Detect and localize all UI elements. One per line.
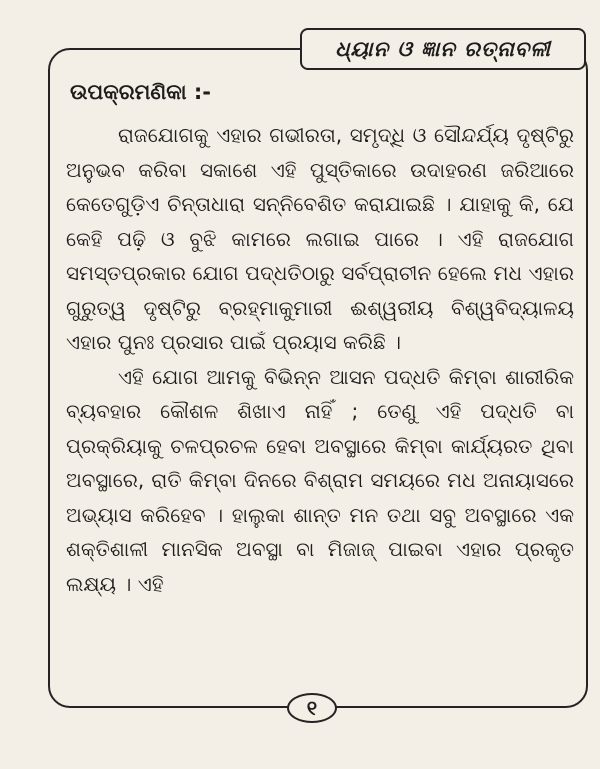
body-text: [66, 118, 574, 601]
page-number: ୧: [306, 696, 318, 720]
paragraph-1: ରାଜଯୋଗକୁ ଏହାର ଗଭୀରତା, ସମୃଦ୍ଧି ଓ ସୌନ୍ଦର୍ଯ୍ୟ ଦୃଷ୍ଟିରୁ ଅନୁଭବ କରିବା ସକାଶେ ଏହି ପୁସ୍ତିକାରେ ଉଦାହରଣ ଜରିଆରେ କେତେଗୁଡ଼ିଏ ଚିନ୍ତାଧାରା ସନ୍ନିବେଶିତ କରାଯାଇଛି । ଯାହାକୁ କି, ଯେ କେହି ପଢ଼ି ଓ ବୁଝି କାମରେ ଲଗାଇ ପାରେ । ଏହି ରାଜଯୋଗ ସମସ୍ତପ୍ରକାର ଯୋଗ ପଦ୍ଧତିଠାରୁ ସର୍ବପ୍ରାଚୀନ ହେଲେ ମଧ ଏହାର ଗୁରୁତ୍ୱ ଦୃଷ୍ଟିରୁ ବ୍ରହ୍ମାକୁମାରୀ ଈଶ୍ୱରୀୟ ବିଶ୍ୱବିଦ୍ୟାଳୟ ଏହାର ପୁନଃ ପ୍ରସାର ପାଇଁ ପ୍ରୟାସ କରିଛି ।: [66, 123, 574, 354]
book-title-banner: [300, 28, 586, 70]
section-heading: ଉପକ୍ରମଣିକା :-: [70, 80, 211, 104]
paragraph-2: ଏହି ଯୋଗ ଆମକୁ ବିଭିନ୍ନ ଆସନ ପଦ୍ଧତି କିମ୍ବା ଶାରୀରିକ ବ୍ୟବହାର କୌଶଳ ଶିଖାଏ ନାହିଁ ; ତେଣୁ ଏହି ପଦ୍ଧତି ବା ପ୍ରକ୍ରିୟାକୁ ଚଳପ୍ରଚଳ ହେବା ଅବସ୍ଥାରେ କିମ୍ବା କାର୍ଯ୍ୟରତ ଥିବା ଅବସ୍ଥାରେ, ରାତି କିମ୍ବା ଦିନରେ ବିଶ୍ରାମ ସମୟରେ ମଧ ଅନାୟାସରେ ଅଭ୍ୟାସ କରିହେବ । ହାଲୁକା ଶାନ୍ତ ମନ ତଥା ସବୁ ଅବସ୍ଥାରେ ଏକ ଶକ୍ତିଶାଳୀ ମାନସିକ ଅବସ୍ଥା ବା ମିଜାଜ୍ ପାଇବା ଏହାର ପ୍ରକୃତ ଲକ୍ଷ୍ୟ । ଏହି: [66, 364, 574, 596]
book-title: ଧ୍ୟାନ ଓ ଜ୍ଞାନ ରତ୍ନାବଳୀ: [335, 36, 551, 61]
page-number-badge: [287, 693, 337, 723]
